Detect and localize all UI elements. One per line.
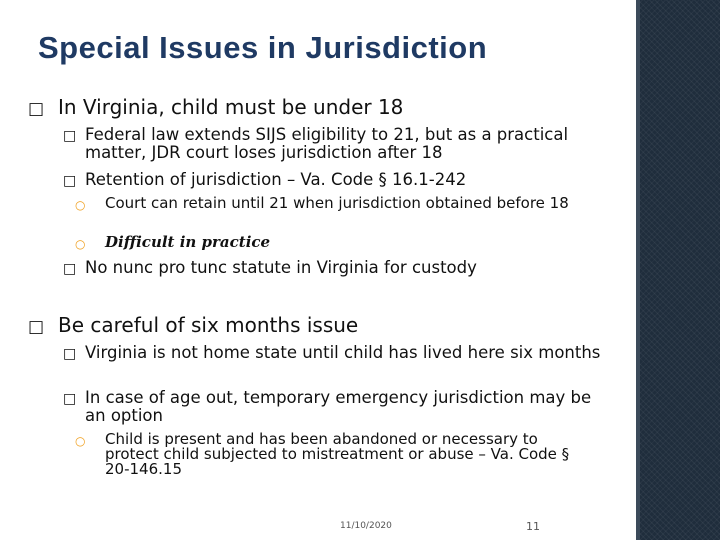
square-bullet-icon: □ <box>28 317 45 337</box>
square-bullet-icon: □ <box>63 346 77 362</box>
square-bullet-icon: □ <box>28 99 45 119</box>
bullet-level2 <box>63 259 603 277</box>
decorative-sidebar <box>640 0 720 540</box>
bullet-level1 <box>28 314 628 337</box>
bullet-level3 <box>75 432 595 477</box>
circle-bullet-icon: ○ <box>75 198 86 212</box>
sidebar-divider <box>636 0 640 540</box>
bullet-level3 <box>75 196 575 212</box>
bullet-text: No nunc pro tunc statute in Virginia for custody <box>85 258 477 277</box>
bullet-text: Child is present and has been abandoned or necessary to protect child subjected to mistreatment or abuse – Va. Code § 20-146.15 <box>105 430 570 478</box>
bullet-text: In Virginia, child must be under 18 <box>58 95 404 119</box>
circle-bullet-icon: ○ <box>75 434 86 448</box>
bullet-text-emphasis: Difficult in practice <box>105 233 271 251</box>
bullet-level2 <box>63 126 603 162</box>
footer-date: 11/10/2020 <box>340 521 392 531</box>
bullet-text: Virginia is not home state until child has lived here six months <box>85 343 601 362</box>
bullet-level1 <box>28 96 628 119</box>
bullet-text: Retention of jurisdiction – Va. Code § 16.1-242 <box>85 170 467 189</box>
square-bullet-icon: □ <box>63 173 77 189</box>
bullet-level3 <box>75 235 575 251</box>
bullet-level2 <box>63 389 603 425</box>
bullet-text: Federal law extends SIJS eligibility to 21, but as a practical matter, JDR court loses jurisdiction after 18 <box>85 125 569 162</box>
square-bullet-icon: □ <box>63 261 77 277</box>
slide-title: Special Issues in Jurisdiction <box>38 30 488 65</box>
circle-bullet-icon: ○ <box>75 237 86 251</box>
square-bullet-icon: □ <box>63 391 77 407</box>
bullet-level2 <box>63 171 603 189</box>
bullet-text: Court can retain until 21 when jurisdiction obtained before 18 <box>105 194 569 212</box>
bullet-level2 <box>63 344 603 362</box>
bullet-text: Be careful of six months issue <box>58 313 359 337</box>
page-number: 11 <box>526 520 540 533</box>
bullet-text: In case of age out, temporary emergency jurisdiction may be an option <box>85 388 592 425</box>
square-bullet-icon: □ <box>63 128 77 144</box>
